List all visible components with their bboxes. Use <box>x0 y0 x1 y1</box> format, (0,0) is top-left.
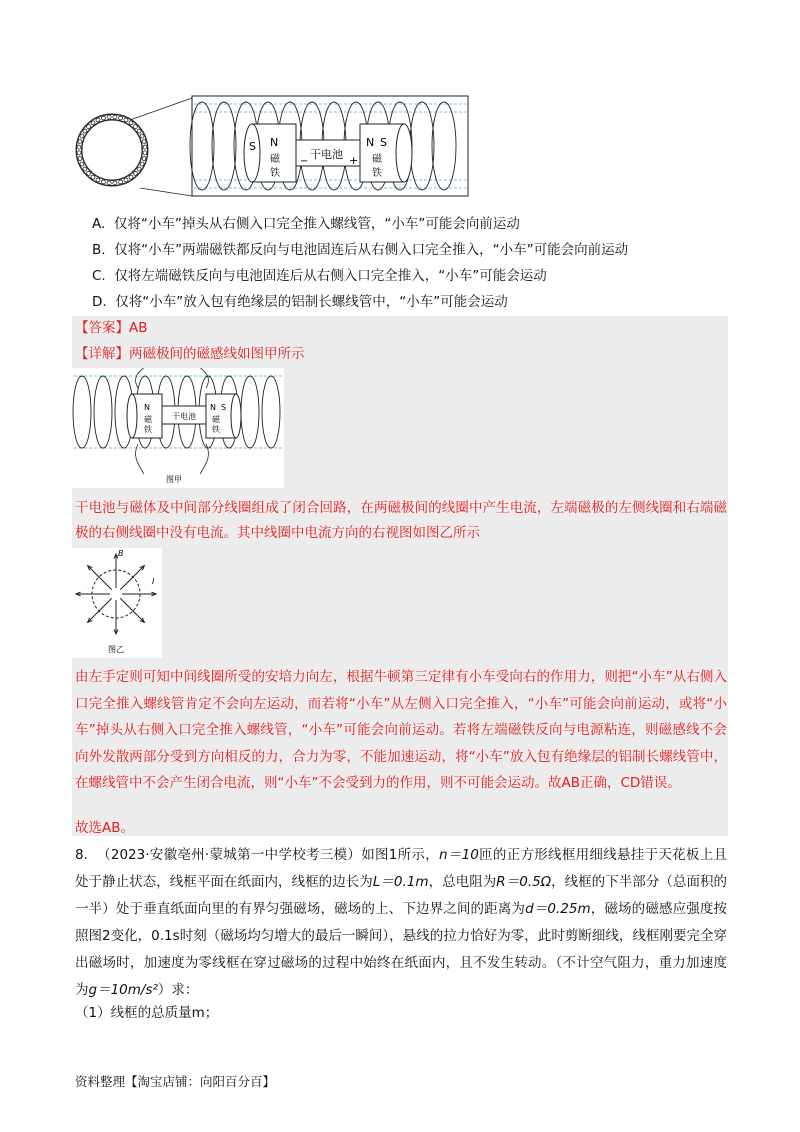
jia-coil-loop <box>241 376 259 448</box>
svg-text:磁: 磁 <box>212 415 220 424</box>
figure-yi-diagram <box>72 548 162 658</box>
ring-loop <box>77 133 85 144</box>
figure-yi-caption: 图乙 <box>108 645 124 654</box>
ring-loop <box>95 115 106 123</box>
question-8-sub-1: （1）线框的总质量m； <box>75 1005 219 1021</box>
left-magnet-n: N <box>270 136 279 149</box>
conclusion-line: 故选AB。 <box>75 820 134 836</box>
svg-text:N: N <box>210 403 216 412</box>
field-arrow <box>120 566 144 590</box>
ring-loop <box>77 156 85 167</box>
detail-line: 【详解】两磁极间的磁感线如图甲所示 <box>75 346 305 362</box>
option-d: D. 仅将“小车”放入包有绝缘层的铝制长螺线管中，“小车”可能会运动 <box>92 294 508 310</box>
field-arrow <box>88 566 112 590</box>
page-footer: 资料整理【淘宝店铺：向阳百分百】 <box>75 1074 276 1089</box>
left-magnet-char2: 铁 <box>270 168 280 179</box>
ring-loop <box>143 145 148 155</box>
svg-text:干电池: 干电池 <box>172 412 196 421</box>
ring-loop <box>118 177 129 185</box>
ring-loop <box>107 115 117 120</box>
figure-jia-diagram <box>72 368 284 488</box>
ring-coil-loops <box>76 114 148 186</box>
jia-coil-loop <box>73 376 91 448</box>
jia-coil-loop <box>94 376 112 448</box>
svg-text:铁: 铁 <box>372 168 382 179</box>
svg-text:N: N <box>144 403 150 412</box>
figure-jia-caption: 图甲 <box>166 475 182 484</box>
svg-text:+: + <box>349 154 359 167</box>
ring-loop <box>118 115 129 123</box>
svg-text:I: I <box>152 577 155 586</box>
option-c: C. 仅将左端磁铁反向与电池固连后从右侧入口完全推入，“小车”可能会运动 <box>92 268 547 284</box>
field-arrow <box>120 598 144 622</box>
explanation-paragraph-1: 干电池与磁体及中间部分线圈组成了闭合回路，在两磁极间的线圈中产生电流，左端磁极的左侧线圈和右端磁极的右侧线圈中没有电流。其中线圈中电流方向的右视图如图乙所示 <box>75 500 727 541</box>
ring-loop <box>107 181 117 186</box>
answer-line: 【答案】AB <box>75 320 148 336</box>
option-a: A. 仅将“小车”掉头从右侧入口完全推入螺线管，“小车”可能会向前运动 <box>92 216 520 232</box>
left-magnet-s: S <box>249 140 256 153</box>
right-magnet-s: S <box>380 136 387 149</box>
option-b: B. 仅将“小车”两端磁铁都反向与电池固连后从右侧入口完全推入，“小车”可能会向前运动 <box>92 242 629 258</box>
jia-coil-loop <box>262 376 280 448</box>
svg-text:S: S <box>221 403 227 412</box>
battery-label: 干电池 <box>310 148 343 161</box>
explanation-paragraph-2: 由左手定则可知中间线圈所受的安培力向左，根据牛顿第三定律有小车受向右的作用力，则把“小车”从右侧入口完全推入螺线管肯定不会向左运动，而若将“小车”从左侧入口完全推入，“小车”可能会向前运动，或将“小车”掉头从右侧入口完全推入螺线管，“小车”可能会向前运动。若将左端磁铁反向与电源粘连，则磁感线不会向外发散两部分受到方向相反的力，合力为零，不能加速运动，将“小车”放入包有绝缘层的铝制长螺线管中，在螺线管中不会产生闭合电流，则“小车”不会受到力的作用，则不可能会运动。故AB正确，CD错误。 <box>75 669 727 791</box>
figure-solenoid-car <box>70 92 470 202</box>
svg-text:铁: 铁 <box>212 425 220 434</box>
svg-text:−: − <box>300 156 309 167</box>
field-arrow <box>88 598 112 622</box>
svg-text:B: B <box>118 549 124 558</box>
ring-loop <box>77 145 82 155</box>
left-magnet-char1: 磁 <box>270 154 280 165</box>
question-8: 8. （2023·安徽亳州·蒙城第一中学校考三模）如图1所示，n＝10匝的正方形线框用细线悬挂于天花板上且处于静止状态，线框平面在纸面内，线框的边长为L＝0.1m，总电阻为R＝0.5Ω，线框的下半部分（总面积的一半）处于垂直纸面向里的有界匀强磁场，磁场的上、下边界之间的距离为d＝0.25m，磁场的磁感应强度按照图2变化，0.1s时刻（磁场均匀增大的最后一瞬间），悬线的拉力恰好为零，此时剪断细线，线框刚要完全穿出磁场时，加速度为零线框在穿过磁场的过程中始终在纸面内，且不发生转动。（不计空气阻力，重力加速度为g＝10m/s²）求： <box>75 847 728 998</box>
ring-loop <box>95 177 106 185</box>
svg-text:铁: 铁 <box>144 425 152 434</box>
right-magnet-n: N <box>366 136 375 149</box>
solenoid-diagram <box>70 92 470 202</box>
figure-jia <box>72 368 284 488</box>
svg-text:磁: 磁 <box>144 415 152 424</box>
figure-yi <box>72 548 162 658</box>
ring-loop <box>139 133 147 144</box>
ring-coil <box>76 114 148 186</box>
svg-text:磁: 磁 <box>372 154 382 165</box>
ring-loop <box>139 156 147 167</box>
